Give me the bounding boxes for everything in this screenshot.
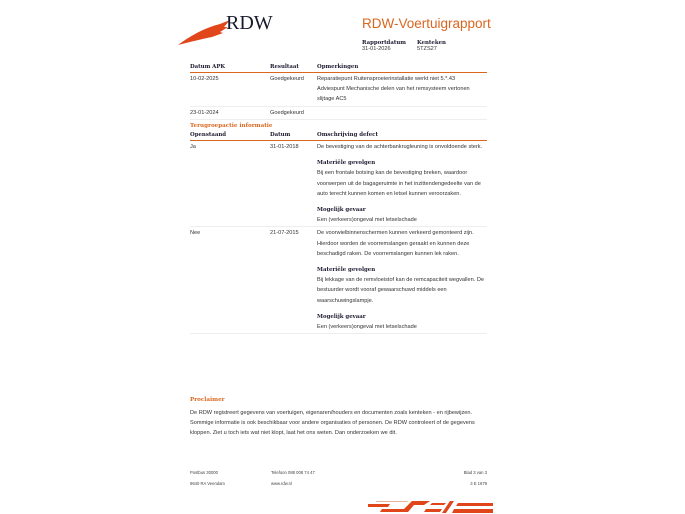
table-row	[190, 73, 487, 107]
footer-phone: Telefoon 088 008 74 47	[271, 470, 315, 475]
recall-open: Nee	[190, 230, 201, 237]
footer-code: 3 E 1679	[470, 481, 487, 486]
recall-defect: De voorwielbinnenschermen kunnen verkeerd gemonteerd zijn. Hierdoor worden de voorremslangen geraakt en kunnen deze beschadigd raken. De voorremslangen kunnen lek raken.	[317, 230, 474, 257]
danger-text: Een (verkeers)ongeval met letselschade	[317, 217, 417, 224]
table-row	[190, 227, 487, 334]
danger-text: Een (verkeers)ongeval met letselschade	[317, 324, 417, 331]
apk-result: Goedgekeurd	[270, 76, 304, 82]
col-opmerkingen: Opmerkingen	[317, 64, 359, 70]
recall-title: Terugroepactie informatie	[190, 123, 273, 129]
apk-date: 23-01-2024	[190, 109, 219, 116]
apk-remarks	[317, 74, 487, 105]
material-text: Bij een frontale botsing kan de bevestiging breken, waardoor voorwerpen uit de bagageruimte in het inzittendengedeelte van de auto terecht kunnen komen en letsel kunnen veroorzaken.	[317, 170, 481, 197]
recall-date: 31-01-2018	[270, 144, 299, 150]
material-text: Bij lekkage van de remvloeistof kan de remcapaciteit wegvallen. De bestuurder wordt vooraf gewaarschuwd middels een waarschuwingslampje.	[317, 277, 484, 304]
proclaimer-text: De RDW registreert gegevens van voertuigen, eigenaren/houders en documenten zoals kenteken - en rijbewijzen. Sommige informatie is ook beschikbaar voor andere organisaties of personen. De RDW controleert of de gegevens kloppen. Ziet u toch iets wat niet klopt, laat het ons weten. Dan onderzoeken we dit.	[190, 410, 475, 436]
footer-city: 9640 RA Veendam	[190, 481, 225, 486]
plate-value: 5TZS27	[417, 46, 437, 52]
apk-result: Goedgekeurd	[270, 109, 304, 116]
apk-date: 10-02-2025	[190, 76, 219, 82]
recall-defect: De bevestiging van de achterbankrugleuning is onvoldoende sterk.	[317, 144, 483, 150]
table-row	[190, 141, 487, 227]
col-omschrijving: Omschrijving defect	[317, 132, 378, 138]
brand-name: RDW	[226, 12, 273, 34]
rdw-logo-icon	[176, 18, 232, 46]
recall-table	[190, 130, 487, 334]
rdw-stripes-icon	[368, 499, 493, 514]
report-title: RDW-Voertuigrapport	[362, 16, 491, 31]
report-date-label: Rapportdatum	[362, 40, 406, 46]
apk-table-header	[190, 62, 487, 73]
proclaimer-title: Proclaimer	[190, 397, 225, 403]
material-label: Materiële gevolgen	[317, 267, 376, 274]
remark: Reparatiepunt Ruitensproeierinstallatie werkt niet 5.*.43	[317, 76, 456, 82]
danger-label: Mogelijk gevaar	[317, 207, 366, 214]
report-date-value: 31-01-2026	[362, 46, 391, 52]
material-label: Materiële gevolgen	[317, 160, 376, 167]
apk-table	[190, 62, 487, 120]
col-datum: Datum	[270, 132, 291, 138]
recall-open: Ja	[190, 144, 196, 150]
col-resultaat: Resultaat	[270, 64, 299, 70]
recall-table-header	[190, 130, 487, 141]
plate	[417, 40, 446, 52]
col-openstaand: Openstaand	[190, 132, 227, 138]
footer-page: Blad 3 van 3	[463, 470, 487, 475]
danger-label: Mogelijk gevaar	[317, 313, 366, 320]
footer-website[interactable]: www.rdw.nl	[271, 481, 292, 486]
col-datum-apk: Datum APK	[190, 64, 226, 70]
report-date	[362, 40, 406, 52]
remark: Advies​punt Mechanische delen van het remsysteem vertonen slijtage AC5	[317, 86, 470, 103]
recall-date: 21-07-2015	[270, 230, 299, 237]
footer-postbus: Postbus 30000	[190, 470, 218, 475]
plate-label: Kenteken	[417, 40, 446, 46]
table-row	[190, 107, 487, 120]
